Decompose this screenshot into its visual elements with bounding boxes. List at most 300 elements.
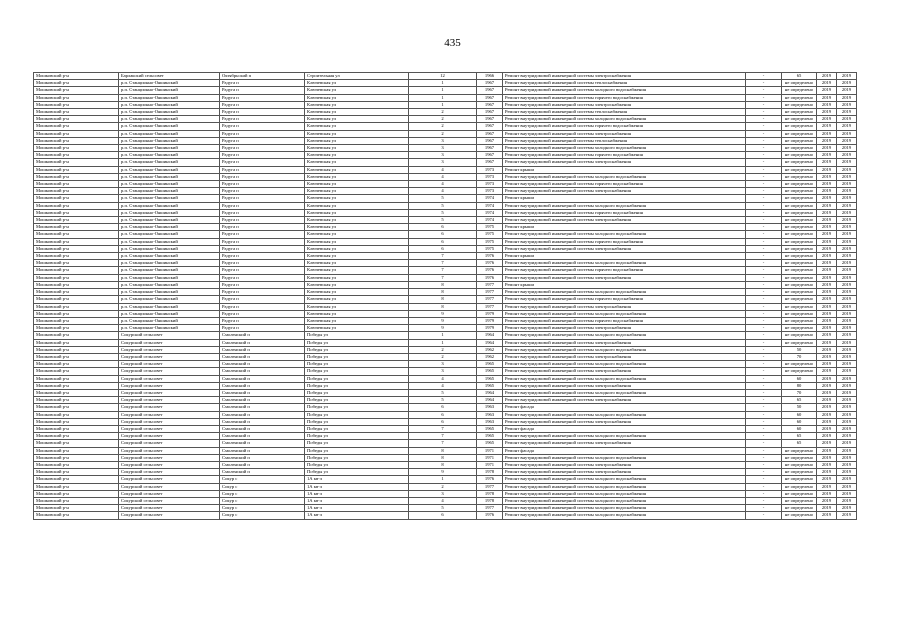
table-row [34,267,857,274]
cost-cell: не определено [782,137,817,144]
table-row [34,274,857,281]
street-cell: Победы ул [305,418,409,425]
start-year-cell: 2019 [817,202,837,209]
table-row [34,447,857,454]
locality-cell: Смоленский п [220,433,305,440]
dash-cell: - [746,202,782,209]
start-year-cell: 2019 [817,267,837,274]
municipal-district-cell: Мошковский р-н [34,245,119,252]
work-type-cell: Ремонт внутридомовой инженерной системы электроснабжения [503,418,746,425]
street-cell: Победы ул [305,346,409,353]
build-year-cell: 1967 [477,137,503,144]
locality-cell: Радуга п [220,260,305,267]
municipal-district-cell: Мошковский р-н [34,469,119,476]
table-row [34,296,857,303]
build-year-cell: 1963 [477,411,503,418]
end-year-cell: 2019 [837,73,857,80]
house-number-cell: 2 [409,353,477,360]
table-row [34,404,857,411]
house-number-cell: 3 [409,368,477,375]
build-year-cell: 1978 [477,469,503,476]
start-year-cell: 2019 [817,152,837,159]
start-year-cell: 2019 [817,289,837,296]
work-type-cell: Ремонт внутридомовой инженерной системы теплоснабжения [503,109,746,116]
dash-cell: - [746,217,782,224]
table-row [34,238,857,245]
table-row [34,483,857,490]
street-cell: Ключевская ул [305,267,409,274]
house-number-cell: 7 [409,267,477,274]
table-row [34,461,857,468]
end-year-cell: 2019 [837,224,857,231]
dash-cell: - [746,116,782,123]
settlement-cell: р.п. Станционно-Ояшинский [119,260,220,267]
table-row [34,497,857,504]
start-year-cell: 2019 [817,339,837,346]
work-type-cell: Ремонт внутридомовой инженерной системы электроснабжения [503,303,746,310]
build-year-cell: 1974 [477,217,503,224]
table-row [34,454,857,461]
house-number-cell: 9 [409,469,477,476]
settlement-cell: р.п. Станционно-Ояшинский [119,94,220,101]
work-type-cell: Ремонт внутридомовой инженерной системы холодного водоснабжения [503,433,746,440]
work-type-cell: Ремонт внутридомовой инженерной системы холодного водоснабжения [503,490,746,497]
house-number-cell: 6 [409,411,477,418]
street-cell: Ключевская ул [305,116,409,123]
work-type-cell: Ремонт внутридомовой инженерной системы электроснабжения [503,461,746,468]
cost-cell: не определено [782,224,817,231]
end-year-cell: 2019 [837,317,857,324]
settlement-cell: р.п. Станционно-Ояшинский [119,303,220,310]
locality-cell: Радуга п [220,109,305,116]
settlement-cell: р.п. Станционно-Ояшинский [119,209,220,216]
municipal-district-cell: Мошковский р-н [34,188,119,195]
work-type-cell: Ремонт крыши [503,195,746,202]
street-cell: 1А кв-л [305,505,409,512]
cost-cell: не определено [782,130,817,137]
table-row [34,217,857,224]
end-year-cell: 2019 [837,346,857,353]
start-year-cell: 2019 [817,195,837,202]
dash-cell: - [746,353,782,360]
settlement-cell: Сокурский сельсовет [119,461,220,468]
settlement-cell: р.п. Станционно-Ояшинский [119,253,220,260]
end-year-cell: 2019 [837,202,857,209]
table-body [34,73,857,520]
street-cell: Ключевская ул [305,109,409,116]
dash-cell: - [746,483,782,490]
table-row [34,245,857,252]
dash-cell: - [746,181,782,188]
settlement-cell: Сокурский сельсовет [119,375,220,382]
end-year-cell: 2019 [837,425,857,432]
dash-cell: - [746,238,782,245]
build-year-cell: 1977 [477,505,503,512]
settlement-cell: р.п. Станционно-Ояшинский [119,116,220,123]
dash-cell: - [746,87,782,94]
municipal-district-cell: Мошковский р-н [34,145,119,152]
work-type-cell: Ремонт внутридомовой инженерной системы горячего водоснабжения [503,238,746,245]
cost-cell: не определено [782,274,817,281]
dash-cell: - [746,130,782,137]
cost-cell: не определено [782,317,817,324]
street-cell: Ключевская ул [305,173,409,180]
settlement-cell: Сокурский сельсовет [119,389,220,396]
table-row [34,368,857,375]
locality-cell: Радуга п [220,217,305,224]
house-number-cell: 2 [409,123,477,130]
street-cell: Ключевская ул [305,80,409,87]
dash-cell: - [746,346,782,353]
end-year-cell: 2019 [837,325,857,332]
build-year-cell: 1974 [477,195,503,202]
dash-cell: - [746,145,782,152]
end-year-cell: 2019 [837,80,857,87]
locality-cell: Радуга п [220,188,305,195]
municipal-district-cell: Мошковский р-н [34,440,119,447]
work-type-cell: Ремонт внутридомовой инженерной системы холодного водоснабжения [503,411,746,418]
municipal-district-cell: Мошковский р-н [34,281,119,288]
dash-cell: - [746,289,782,296]
start-year-cell: 2019 [817,382,837,389]
dash-cell: - [746,296,782,303]
house-number-cell: 4 [409,166,477,173]
house-number-cell: 5 [409,202,477,209]
cost-cell: не определено [782,217,817,224]
start-year-cell: 2019 [817,188,837,195]
start-year-cell: 2019 [817,397,837,404]
build-year-cell: 1975 [477,224,503,231]
table-row [34,303,857,310]
start-year-cell: 2019 [817,303,837,310]
build-year-cell: 1973 [477,166,503,173]
dash-cell: - [746,195,782,202]
street-cell: Победы ул [305,404,409,411]
settlement-cell: р.п. Станционно-Ояшинский [119,130,220,137]
build-year-cell: 1964 [477,389,503,396]
street-cell: Ключевская ул [305,310,409,317]
municipal-district-cell: Мошковский р-н [34,483,119,490]
settlement-cell: Барлакский сельсовет [119,73,220,80]
cost-cell: 60 [782,418,817,425]
settlement-cell: р.п. Станционно-Ояшинский [119,152,220,159]
settlement-cell: р.п. Станционно-Ояшинский [119,87,220,94]
settlement-cell: Сокурский сельсовет [119,512,220,519]
house-number-cell: 6 [409,231,477,238]
municipal-district-cell: Мошковский р-н [34,332,119,339]
dash-cell: - [746,433,782,440]
table-row [34,505,857,512]
cost-cell: не определено [782,469,817,476]
house-number-cell: 2 [409,109,477,116]
locality-cell: Смоленский п [220,447,305,454]
settlement-cell: р.п. Станционно-Ояшинский [119,145,220,152]
street-cell: Победы ул [305,397,409,404]
street-cell: Ключевская ул [305,195,409,202]
build-year-cell: 1976 [477,512,503,519]
municipal-district-cell: Мошковский р-н [34,209,119,216]
settlement-cell: Сокурский сельсовет [119,440,220,447]
house-number-cell: 8 [409,447,477,454]
municipal-district-cell: Мошковский р-н [34,490,119,497]
cost-cell: не определено [782,310,817,317]
locality-cell: Смоленский п [220,339,305,346]
locality-cell: Радуга п [220,224,305,231]
table-row [34,490,857,497]
locality-cell: Смоленский п [220,389,305,396]
street-cell: Ключевская ул [305,274,409,281]
table-row [34,361,857,368]
settlement-cell: р.п. Станционно-Ояшинский [119,289,220,296]
street-cell: Ключевская ул [305,202,409,209]
work-type-cell: Ремонт внутридомовой инженерной системы электроснабжения [503,325,746,332]
municipal-district-cell: Мошковский р-н [34,505,119,512]
start-year-cell: 2019 [817,101,837,108]
street-cell: Ключевская ул [305,260,409,267]
build-year-cell: 1963 [477,404,503,411]
dash-cell: - [746,397,782,404]
locality-cell: Радуга п [220,253,305,260]
settlement-cell: р.п. Станционно-Ояшинский [119,224,220,231]
dash-cell: - [746,361,782,368]
start-year-cell: 2019 [817,375,837,382]
work-type-cell: Ремонт внутридомовой инженерной системы электроснабжения [503,101,746,108]
cost-cell: не определено [782,253,817,260]
end-year-cell: 2019 [837,188,857,195]
build-year-cell: 1967 [477,101,503,108]
work-type-cell: Ремонт крыши [503,224,746,231]
street-cell: Ключевская ул [305,87,409,94]
end-year-cell: 2019 [837,116,857,123]
house-number-cell: 2 [409,483,477,490]
end-year-cell: 2019 [837,375,857,382]
dash-cell: - [746,404,782,411]
dash-cell: - [746,224,782,231]
dash-cell: - [746,94,782,101]
locality-cell: Радуга п [220,303,305,310]
work-type-cell: Ремонт внутридомовой инженерной системы горячего водоснабжения [503,152,746,159]
dash-cell: - [746,368,782,375]
settlement-cell: р.п. Станционно-Ояшинский [119,80,220,87]
work-type-cell: Ремонт внутридомовой инженерной системы холодного водоснабжения [503,389,746,396]
build-year-cell: 1967 [477,109,503,116]
work-type-cell: Ремонт внутридомовой инженерной системы теплоснабжения [503,80,746,87]
municipal-district-cell: Мошковский р-н [34,411,119,418]
build-year-cell: 1976 [477,274,503,281]
municipal-district-cell: Мошковский р-н [34,497,119,504]
start-year-cell: 2019 [817,159,837,166]
settlement-cell: р.п. Станционно-Ояшинский [119,181,220,188]
locality-cell: Смоленский п [220,353,305,360]
settlement-cell: р.п. Станционно-Ояшинский [119,217,220,224]
start-year-cell: 2019 [817,224,837,231]
settlement-cell: Сокурский сельсовет [119,425,220,432]
municipal-district-cell: Мошковский р-н [34,87,119,94]
cost-cell: не определено [782,109,817,116]
end-year-cell: 2019 [837,303,857,310]
street-cell: Ключевская ул [305,101,409,108]
municipal-district-cell: Мошковский р-н [34,253,119,260]
dash-cell: - [746,490,782,497]
house-number-cell: 4 [409,382,477,389]
house-number-cell: 6 [409,512,477,519]
start-year-cell: 2019 [817,353,837,360]
work-type-cell: Ремонт внутридомовой инженерной системы электроснабжения [503,353,746,360]
street-cell: Ключевская ул [305,281,409,288]
locality-cell: Радуга п [220,310,305,317]
street-cell: Ключевская ул [305,303,409,310]
start-year-cell: 2019 [817,490,837,497]
end-year-cell: 2019 [837,433,857,440]
municipal-district-cell: Мошковский р-н [34,173,119,180]
end-year-cell: 2019 [837,339,857,346]
dash-cell: - [746,109,782,116]
build-year-cell: 1967 [477,87,503,94]
table-row [34,375,857,382]
work-type-cell: Ремонт внутридомовой инженерной системы горячего водоснабжения [503,123,746,130]
settlement-cell: р.п. Станционно-Ояшинский [119,296,220,303]
dash-cell: - [746,454,782,461]
cost-cell: не определено [782,238,817,245]
dash-cell: - [746,469,782,476]
house-number-cell: 6 [409,418,477,425]
house-number-cell: 8 [409,296,477,303]
settlement-cell: р.п. Станционно-Ояшинский [119,159,220,166]
locality-cell: Радуга п [220,101,305,108]
street-cell: Ключевская ул [305,209,409,216]
end-year-cell: 2019 [837,231,857,238]
street-cell: Ключевская ул [305,181,409,188]
end-year-cell: 2019 [837,101,857,108]
locality-cell: Сокур с [220,505,305,512]
build-year-cell: 1977 [477,289,503,296]
dash-cell: - [746,253,782,260]
start-year-cell: 2019 [817,231,837,238]
municipal-district-cell: Мошковский р-н [34,73,119,80]
build-year-cell: 1962 [477,353,503,360]
house-number-cell: 2 [409,130,477,137]
build-year-cell: 1964 [477,332,503,339]
end-year-cell: 2019 [837,469,857,476]
municipal-district-cell: Мошковский р-н [34,195,119,202]
dash-cell: - [746,267,782,274]
end-year-cell: 2019 [837,512,857,519]
locality-cell: Смоленский п [220,375,305,382]
build-year-cell: 1975 [477,238,503,245]
dash-cell: - [746,411,782,418]
locality-cell: Радуга п [220,116,305,123]
cost-cell: не определено [782,483,817,490]
locality-cell: Сокур с [220,497,305,504]
end-year-cell: 2019 [837,145,857,152]
build-year-cell: 1967 [477,123,503,130]
work-type-cell: Ремонт внутридомовой инженерной системы холодного водоснабжения [503,346,746,353]
house-number-cell: 6 [409,404,477,411]
dash-cell: - [746,274,782,281]
build-year-cell: 1976 [477,267,503,274]
work-type-cell: Ремонт внутридомовой инженерной системы холодного водоснабжения [503,231,746,238]
street-cell: Победы ул [305,353,409,360]
locality-cell: Сокур с [220,476,305,483]
locality-cell: Радуга п [220,195,305,202]
municipal-district-cell: Мошковский р-н [34,325,119,332]
dash-cell: - [746,152,782,159]
locality-cell: Смоленский п [220,411,305,418]
house-number-cell: 12 [409,73,477,80]
locality-cell: Смоленский п [220,461,305,468]
cost-cell: 60 [782,375,817,382]
table-row [34,130,857,137]
build-year-cell: 1965 [477,382,503,389]
end-year-cell: 2019 [837,159,857,166]
municipal-district-cell: Мошковский р-н [34,152,119,159]
start-year-cell: 2019 [817,368,837,375]
end-year-cell: 2019 [837,137,857,144]
end-year-cell: 2019 [837,361,857,368]
end-year-cell: 2019 [837,94,857,101]
settlement-cell: р.п. Станционно-Ояшинский [119,281,220,288]
table-row [34,325,857,332]
start-year-cell: 2019 [817,130,837,137]
house-number-cell: 7 [409,425,477,432]
end-year-cell: 2019 [837,389,857,396]
municipal-district-cell: Мошковский р-н [34,389,119,396]
table-row [34,202,857,209]
cost-cell: 50 [782,404,817,411]
work-type-cell: Ремонт внутридомовой инженерной системы холодного водоснабжения [503,310,746,317]
locality-cell: Радуга п [220,130,305,137]
table-row [34,433,857,440]
municipal-district-cell: Мошковский р-н [34,231,119,238]
cost-cell: 65 [782,440,817,447]
municipal-district-cell: Мошковский р-н [34,310,119,317]
work-type-cell: Ремонт внутридомовой инженерной системы холодного водоснабжения [503,505,746,512]
street-cell: Победы ул [305,433,409,440]
house-number-cell: 5 [409,505,477,512]
cost-cell: не определено [782,260,817,267]
table-row [34,152,857,159]
locality-cell: Смоленский п [220,454,305,461]
table-row [34,440,857,447]
work-type-cell: Ремонт внутридомовой инженерной системы горячего водоснабжения [503,181,746,188]
dash-cell: - [746,497,782,504]
work-type-cell: Ремонт внутридомовой инженерной системы холодного водоснабжения [503,512,746,519]
start-year-cell: 2019 [817,123,837,130]
end-year-cell: 2019 [837,310,857,317]
build-year-cell: 1965 [477,361,503,368]
municipal-district-cell: Мошковский р-н [34,224,119,231]
municipal-district-cell: Мошковский р-н [34,375,119,382]
locality-cell: Радуга п [220,152,305,159]
municipal-district-cell: Мошковский р-н [34,260,119,267]
start-year-cell: 2019 [817,483,837,490]
house-number-cell: 4 [409,188,477,195]
house-number-cell: 3 [409,361,477,368]
build-year-cell: 1973 [477,181,503,188]
work-type-cell: Ремонт крыши [503,166,746,173]
settlement-cell: Сокурский сельсовет [119,483,220,490]
start-year-cell: 2019 [817,281,837,288]
locality-cell: Смоленский п [220,440,305,447]
locality-cell: Смоленский п [220,361,305,368]
locality-cell: Радуга п [220,231,305,238]
locality-cell: Смоленский п [220,404,305,411]
locality-cell: Радуга п [220,123,305,130]
locality-cell: Сокур с [220,483,305,490]
build-year-cell: 1965 [477,368,503,375]
cost-cell: не определено [782,461,817,468]
end-year-cell: 2019 [837,253,857,260]
